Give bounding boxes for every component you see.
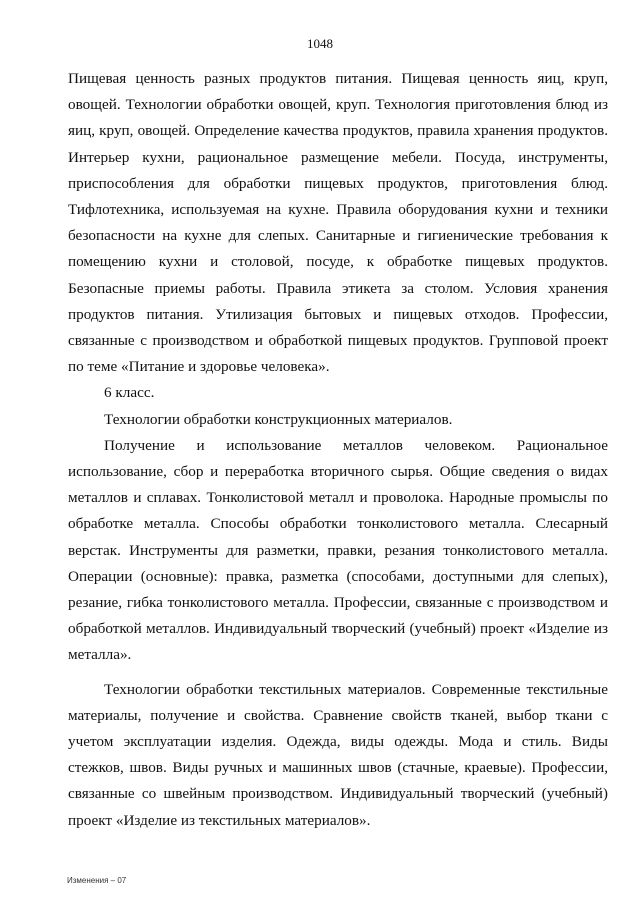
paragraph-food-technology: Пищевая ценность разных продуктов питания. Пищевая ценность яиц, круп, овощей. Технологии обработки овощей, круп. Технология приготовления блюд из яиц, круп, овощей. Определение качества продуктов, правила хранения продуктов. Интерьер кухни, рациональное размещение мебели. Посуда, инструменты, приспособления для обработки пищевых продуктов, приготовления блюд. Тифлотехника, используемая на кухне. Правила оборудования кухни и техники безопасности на кухне для слепых. Санитарные и гигиенические требования к помещению кухни и столовой, посуде, к обработке пищевых продуктов. Безопасные приемы работы. Правила этикета за столом. Условия хранения продуктов питания. Утилизация бытовых и пищевых отходов. Профессии, связанные с производством и обработкой пищевых продуктов. Групповой проект по теме «Питание и здоровье человека». xyxy=(68,70,608,376)
grade-heading: 6 класс. xyxy=(104,384,155,402)
document-body xyxy=(68,66,608,834)
page-number: 1048 xyxy=(307,36,333,51)
paragraph-textile-technology: Технологии обработки текстильных материалов. Современные текстильные материалы, получение и свойства. Сравнение свойств тканей, выбор ткани с учетом эксплуатации изделия. Одежда, виды одежды. Мода и стиль. Виды стежков, швов. Виды ручных и машинных швов (стачные, краевые). Профессии, связанные со швейным производством. Индивидуальный творческий (учебный) проект «Изделие из текстильных материалов». xyxy=(68,680,608,829)
paragraph-metal-technology: Получение и использование металлов человеком. Рациональное использование, сбор и переработка вторичного сырья. Общие сведения о видах металлов и сплавах. Тонколистовой металл и проволока. Народные промыслы по обработке металла. Способы обработки тонколистового металла. Слесарный верстак. Инструменты для разметки, правки, резания тонколистового металла. Операции (основные): правка, разметка (способами, доступными для слепых), резание, гибка тонколистового металла. Профессии, связанные с производством и обработкой металлов. Индивидуальный творческий (учебный) проект «Изделие из металла». xyxy=(68,436,608,664)
footer-revision: Изменения – 07 xyxy=(67,876,127,885)
section-heading: Технологии обработки конструкционных материалов. xyxy=(104,410,453,428)
